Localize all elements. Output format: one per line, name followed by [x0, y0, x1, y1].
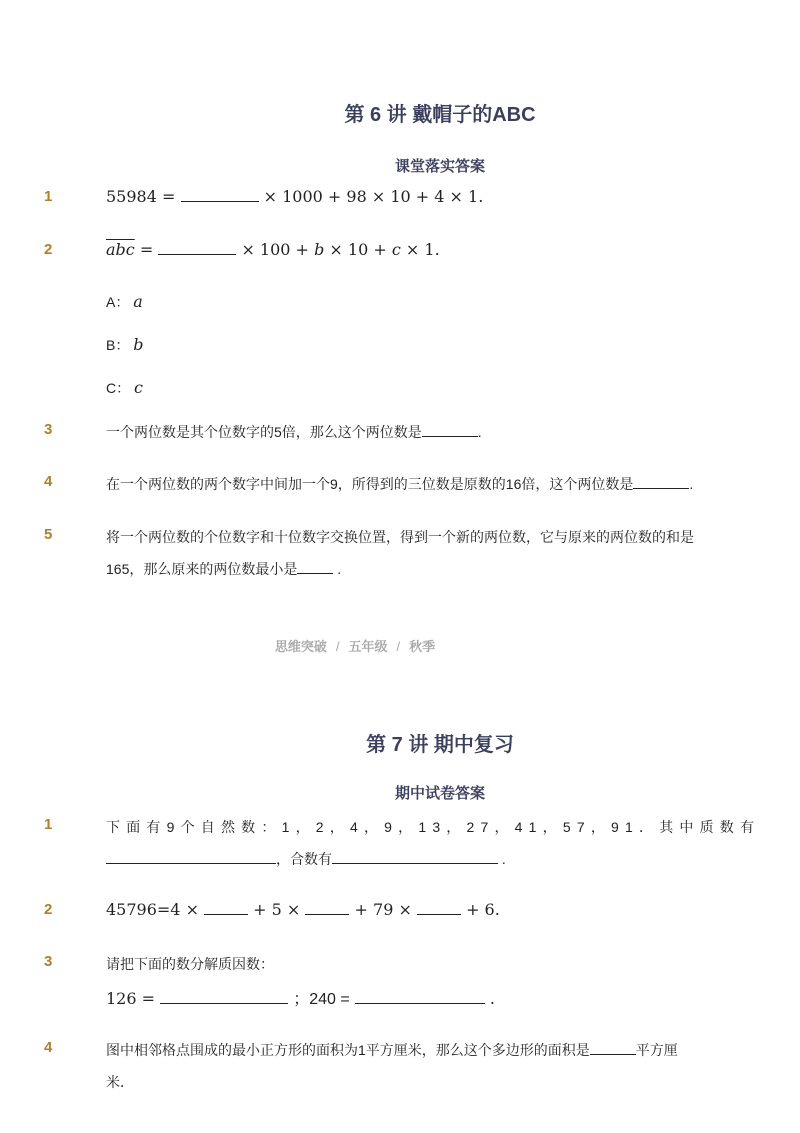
question-tail: . [689, 476, 694, 492]
option-b[interactable] [106, 335, 143, 355]
answer-blank[interactable] [106, 851, 276, 864]
option-value: a [133, 292, 143, 311]
lesson7-subtitle: 期中试卷答案 [394, 785, 485, 802]
question-2-equation [106, 240, 440, 259]
question-4-text [106, 474, 693, 494]
question-tail: . [477, 424, 482, 440]
answer-blank[interactable] [204, 902, 248, 915]
question-1-line2 [106, 849, 506, 869]
overlined-abc: $\overline{abc}$ [106, 240, 135, 259]
question-text: 一个两位数是其个位数字的5倍，那么这个两位数是 [106, 424, 422, 440]
lesson6-subtitle: 课堂落实答案 [394, 158, 485, 175]
lesson7-title: 第 7 讲 期中复习 [366, 734, 514, 756]
question-tail: . [501, 851, 506, 867]
equation-part: + 79 × [354, 900, 412, 919]
question-number: 4 [44, 473, 53, 490]
equals-sign: = [139, 240, 154, 259]
question-1-equation [106, 187, 483, 206]
page-footer [0, 636, 710, 655]
question-number: 1 [44, 188, 53, 205]
variable-c: c [391, 240, 401, 259]
equation-part: × 100 + [241, 240, 309, 259]
footer-separator: / [396, 639, 401, 654]
question-number: 2 [44, 901, 53, 918]
question-2-equation [106, 900, 500, 919]
question-number: 1 [44, 816, 53, 833]
equals-sign: = [162, 187, 176, 206]
answer-blank[interactable] [422, 424, 478, 437]
question-text: 图中相邻格点围成的最小正方形的面积为1平方厘米，那么这个多边形的面积是 [106, 1042, 590, 1058]
option-a[interactable] [106, 292, 143, 312]
option-value: c [134, 378, 143, 397]
footer-series: 思维突破 [274, 639, 327, 654]
option-label: A： [106, 294, 130, 310]
question-text: 在一个两位数的两个数字中间加一个9，所得到的三位数是原数的16倍，这个两位数是 [106, 476, 634, 492]
answer-blank[interactable] [160, 991, 288, 1004]
question-number: 4 [44, 1039, 53, 1056]
footer-grade: 五年级 [348, 639, 388, 654]
answer-blank[interactable] [355, 991, 485, 1004]
question-tail: . [337, 561, 342, 577]
question-number: 3 [44, 953, 53, 970]
question-number: 2 [44, 241, 53, 258]
question-3-text [106, 422, 482, 442]
question-4-line1 [106, 1040, 678, 1060]
question-3-line2 [106, 986, 495, 1009]
question-text: 165，那么原来的两位数最小是 [106, 561, 298, 577]
option-c[interactable] [106, 378, 143, 398]
equation-part: 126 = [106, 989, 156, 1008]
equation-lhs: 55984 [106, 187, 157, 206]
question-1-line1: 下面有9个自然数：1，2，4，9，13，27，41，57，91．其中质数有 [106, 819, 761, 835]
equation-part: + 5 × [253, 900, 301, 919]
equation-part: + 6. [466, 900, 500, 919]
option-label: C： [106, 380, 131, 396]
question-5-line1: 将一个两位数的个位数字和十位数字交换位置，得到一个新的两位数，它与原来的两位数的和是 [106, 529, 694, 545]
question-3-line1: 请把下面的数分解质因数： [106, 956, 274, 972]
equation-part: × 10 + [329, 240, 387, 259]
answer-blank[interactable] [332, 851, 498, 864]
answer-blank[interactable] [590, 1042, 636, 1055]
question-number: 5 [44, 526, 53, 543]
question-unit: 平方厘 [635, 1042, 678, 1058]
question-tail: . [489, 989, 495, 1008]
lesson6-title: 第 6 讲 戴帽子的ABC [344, 104, 536, 126]
answer-blank[interactable] [417, 902, 461, 915]
variable-b: b [314, 240, 325, 259]
answer-blank[interactable] [305, 902, 349, 915]
equation-part: ；240 = [293, 991, 350, 1008]
answer-blank[interactable] [181, 189, 259, 202]
equation-part: × 1. [405, 240, 440, 259]
option-value: b [133, 335, 144, 354]
question-number: 3 [44, 421, 53, 438]
answer-blank[interactable] [297, 561, 333, 574]
question-text: ，合数有 [276, 851, 332, 867]
footer-season: 秋季 [409, 639, 436, 654]
equation-rest: × 1000 + 98 × 10 + 4 × 1. [263, 187, 484, 206]
equation-lhs: 45796=4 × [106, 900, 199, 919]
question-4-line2: 米． [106, 1074, 134, 1090]
option-label: B： [106, 337, 130, 353]
answer-blank[interactable] [158, 242, 236, 255]
answer-blank[interactable] [633, 476, 689, 489]
footer-separator: / [335, 639, 340, 654]
question-5-line2 [106, 559, 341, 579]
